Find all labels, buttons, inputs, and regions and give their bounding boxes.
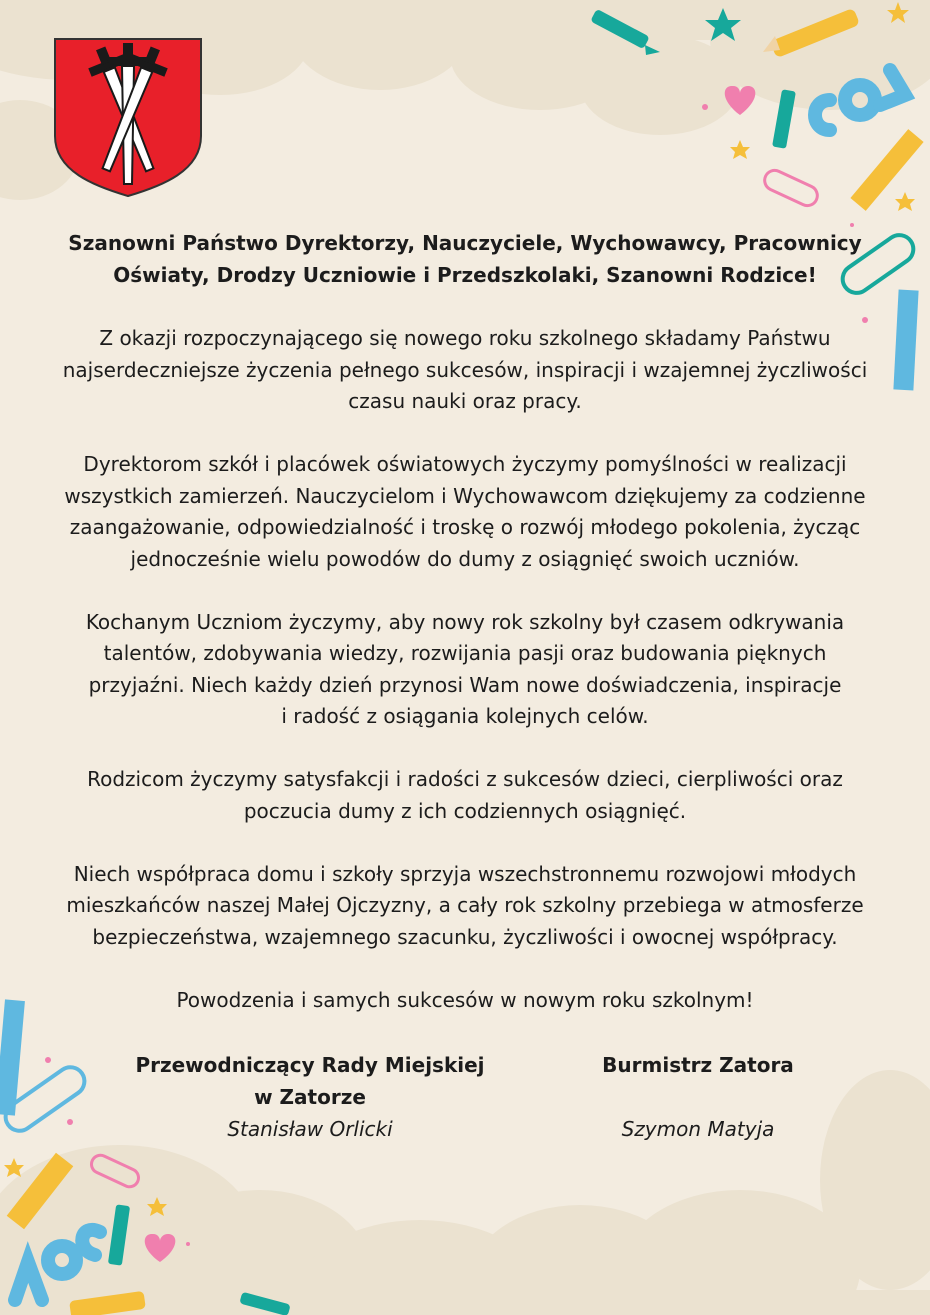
paragraph-line: Powodzenia i samych sukcesów w nowym roku szkolnym! <box>176 987 754 1012</box>
paragraph-line: i radość z osiągania kolejnych celów. <box>281 704 649 728</box>
signature-council-chairman <box>120 1049 500 1145</box>
paragraph-line: zaangażowanie, odpowiedzialność i troskę o rozwój młodego pokolenia, życząc <box>69 515 861 539</box>
paragraph-line: Niech współpraca domu i szkoły sprzyja wszechstronnemu rozwojowi młodych <box>73 861 857 886</box>
paragraph-students <box>30 607 900 733</box>
ruler-icon <box>850 129 923 211</box>
paragraph-line: Rodzicom życzymy satysfakcji i radości z sukcesów dzieci, cierpliwości oraz <box>87 767 843 791</box>
paragraph-line: czasu nauki oraz pracy. <box>348 389 582 413</box>
paragraph-line: Dyrektorom szkół i placówek oświatowych życzymy pomyślności w realizacji <box>83 452 847 476</box>
greeting-line: Oświaty, Drodzy Uczniowie i Przedszkolaki, Szanowni Rodzice! <box>113 263 817 287</box>
paragraph-line: wszystkich zamierzeń. Nauczycielom i Wychowawcom dziękujemy za codzienne <box>64 483 866 508</box>
paragraph-line: Kochanym Uczniom życzymy, aby nowy rok szkolny był czasem odkrywania <box>85 609 845 634</box>
heart-icon <box>725 86 756 115</box>
greeting-line: Szanowni Państwo Dyrektorzy, Nauczyciele, Wychowawcy, Pracownicy <box>68 231 862 255</box>
paragraph-line: najserdeczniejsze życzenia pełnego sukcesów, inspiracji i wzajemnej życzliwości <box>62 357 868 382</box>
paragraph-line: przyjaźni. Niech każdy dzień przynosi Wam nowe doświadczenia, inspiracje <box>88 672 842 697</box>
coat-of-arms-icon <box>52 36 204 198</box>
signature-title: Burmistrz Zatora <box>602 1053 794 1077</box>
letter-body <box>30 227 900 1048</box>
greeting-heading <box>30 227 900 291</box>
paragraph-cooperation <box>30 859 900 954</box>
paragraph-line: jednocześnie wielu powodów do dumy z osiągnięć swoich uczniów. <box>130 546 800 571</box>
paragraph-line: mieszkańców naszej Małej Ojczyzny, a cały rok szkolny przebiega w atmosferze <box>66 893 864 917</box>
signature-name: Szymon Matyja <box>621 1117 775 1141</box>
paragraph-directors-teachers <box>30 449 900 575</box>
paragraph-line: Z okazji rozpoczynającego się nowego roku szkolnego składamy Państwu <box>99 326 831 350</box>
paragraph-line: bezpieczeństwa, wzajemnego szacunku, życzliwości i owocnej współpracy. <box>92 924 838 949</box>
signature-spacer <box>560 1081 836 1113</box>
signature-title: w Zatorze <box>254 1085 366 1109</box>
paragraph-parents <box>30 764 900 827</box>
signature-title: Przewodniczący Rady Miejskiej <box>135 1053 485 1077</box>
paragraph-line: poczucia dumy z ich codziennych osiągnięć. <box>243 798 687 823</box>
paperclip-icon <box>761 167 820 209</box>
paragraph-closing-wish <box>30 985 900 1017</box>
paragraph-opening-wishes <box>30 323 900 418</box>
signature-name: Stanisław Orlicki <box>227 1117 393 1141</box>
signature-mayor <box>560 1049 836 1145</box>
paragraph-line: talentów, zdobywania wiedzy, rozwijania pasji oraz budowania pięknych <box>103 641 827 665</box>
